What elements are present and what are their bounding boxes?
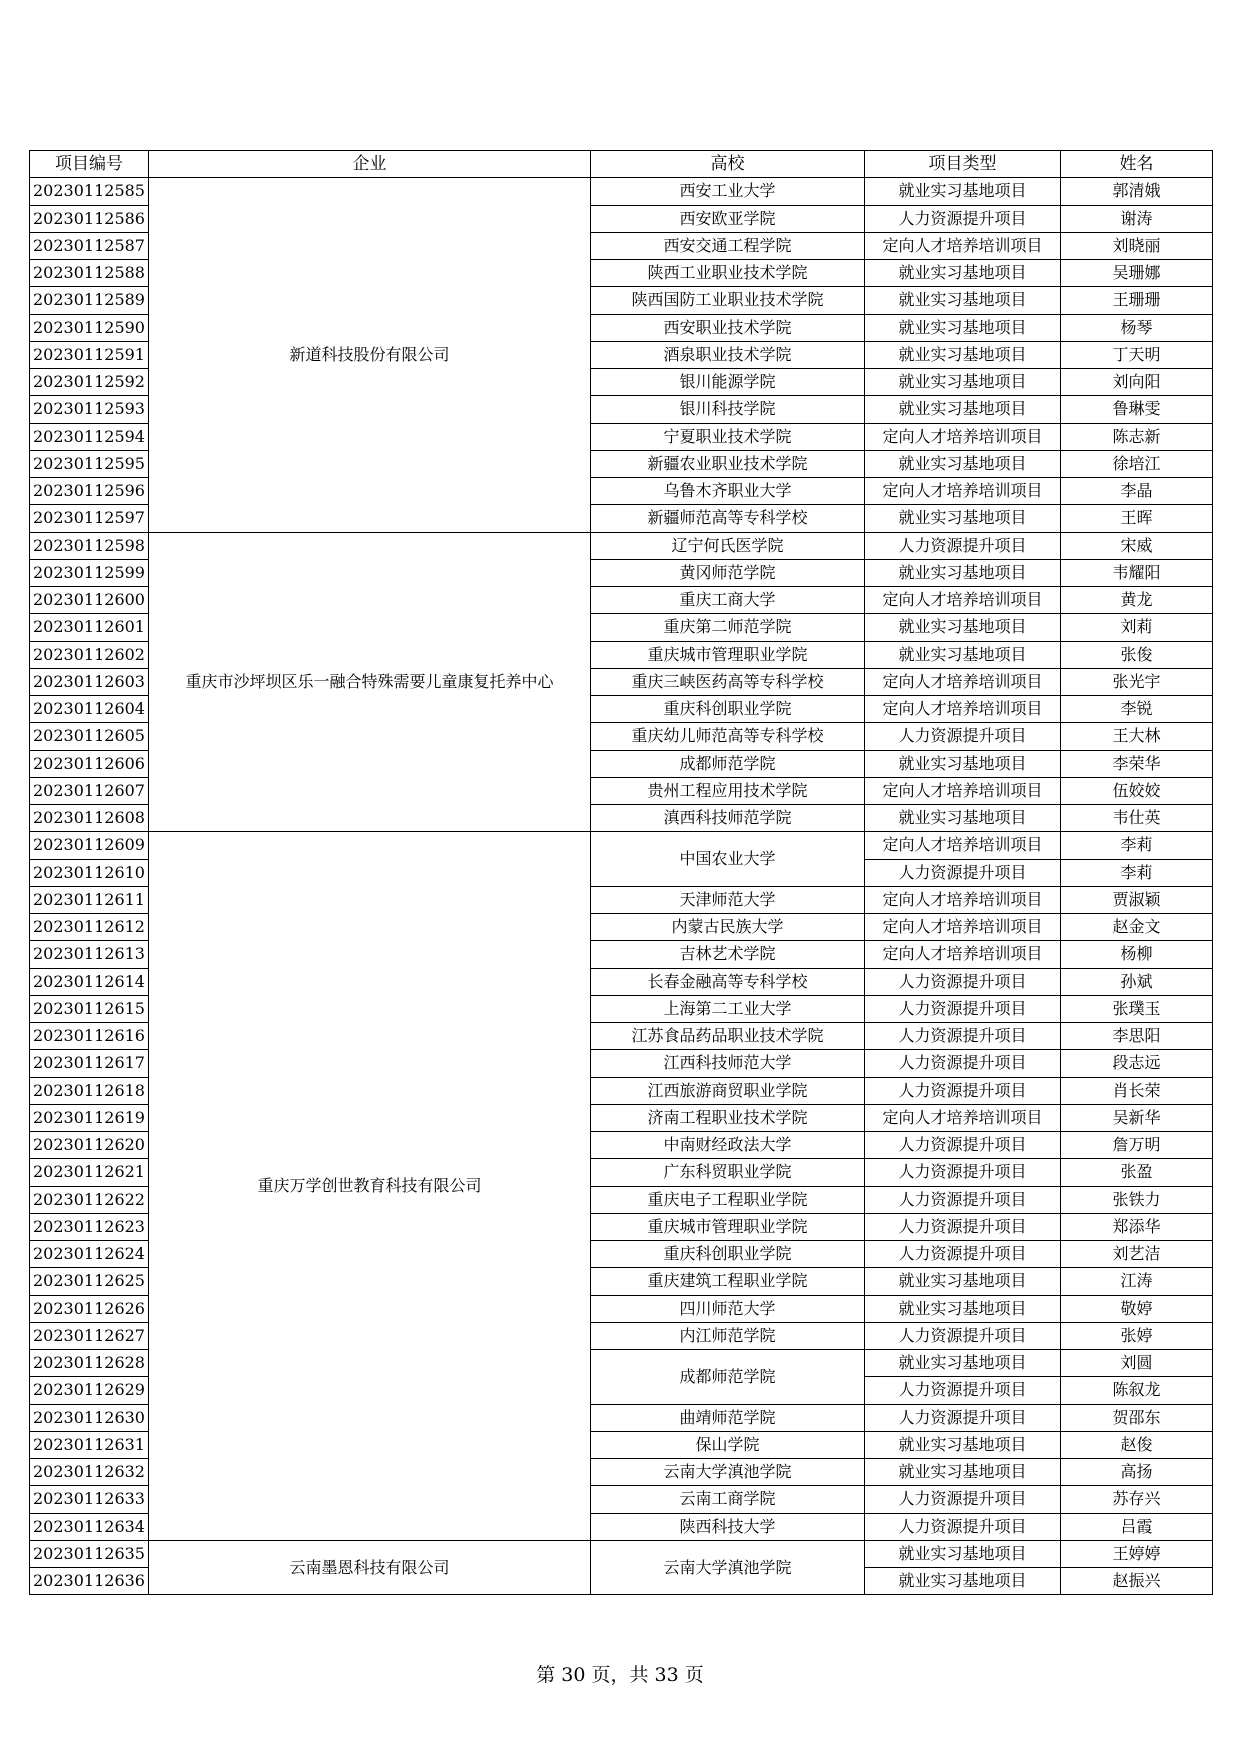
project-table bbox=[29, 150, 1213, 1595]
project-type-cell: 定向人才培养培训项目 bbox=[865, 423, 1061, 450]
project-id-cell: 20230112629 bbox=[30, 1377, 149, 1404]
project-type-cell: 定向人才培养培训项目 bbox=[865, 478, 1061, 505]
name-cell: 江涛 bbox=[1061, 1268, 1213, 1295]
name-cell: 陈叙龙 bbox=[1061, 1377, 1213, 1404]
project-id-cell: 20230112635 bbox=[30, 1540, 149, 1567]
project-type-cell: 就业实习基地项目 bbox=[865, 805, 1061, 832]
project-id-cell: 20230112620 bbox=[30, 1132, 149, 1159]
school-cell: 云南大学滇池学院 bbox=[591, 1459, 865, 1486]
project-id-cell: 20230112623 bbox=[30, 1213, 149, 1240]
school-cell: 西安职业技术学院 bbox=[591, 314, 865, 341]
project-id-cell: 20230112596 bbox=[30, 478, 149, 505]
school-cell: 上海第二工业大学 bbox=[591, 995, 865, 1022]
project-type-cell: 就业实习基地项目 bbox=[865, 1540, 1061, 1567]
name-cell: 李锐 bbox=[1061, 696, 1213, 723]
project-type-cell: 定向人才培养培训项目 bbox=[865, 941, 1061, 968]
name-cell: 孙斌 bbox=[1061, 968, 1213, 995]
project-id-cell: 20230112627 bbox=[30, 1322, 149, 1349]
name-cell: 韦耀阳 bbox=[1061, 559, 1213, 586]
name-cell: 鲁琳雯 bbox=[1061, 396, 1213, 423]
enterprise-cell: 重庆市沙坪坝区乐一融合特殊需要儿童康复托养中心 bbox=[149, 532, 591, 832]
project-type-cell: 就业实习基地项目 bbox=[865, 369, 1061, 396]
project-id-cell: 20230112594 bbox=[30, 423, 149, 450]
project-type-cell: 就业实习基地项目 bbox=[865, 1268, 1061, 1295]
project-id-cell: 20230112604 bbox=[30, 696, 149, 723]
project-id-cell: 20230112607 bbox=[30, 777, 149, 804]
project-type-cell: 就业实习基地项目 bbox=[865, 260, 1061, 287]
project-type-cell: 人力资源提升项目 bbox=[865, 1186, 1061, 1213]
name-cell: 赵俊 bbox=[1061, 1431, 1213, 1458]
project-type-cell: 就业实习基地项目 bbox=[865, 178, 1061, 205]
project-id-cell: 20230112589 bbox=[30, 287, 149, 314]
project-type-cell: 人力资源提升项目 bbox=[865, 723, 1061, 750]
project-id-cell: 20230112601 bbox=[30, 614, 149, 641]
project-id-cell: 20230112587 bbox=[30, 232, 149, 259]
name-cell: 李晶 bbox=[1061, 478, 1213, 505]
project-type-cell: 人力资源提升项目 bbox=[865, 995, 1061, 1022]
name-cell: 王婷婷 bbox=[1061, 1540, 1213, 1567]
school-cell: 中国农业大学 bbox=[591, 832, 865, 887]
school-cell: 重庆第二师范学院 bbox=[591, 614, 865, 641]
project-id-cell: 20230112636 bbox=[30, 1568, 149, 1595]
school-cell: 长春金融高等专科学校 bbox=[591, 968, 865, 995]
school-cell: 银川能源学院 bbox=[591, 369, 865, 396]
name-cell: 郑添华 bbox=[1061, 1213, 1213, 1240]
school-cell: 成都师范学院 bbox=[591, 1350, 865, 1405]
school-cell: 重庆幼儿师范高等专科学校 bbox=[591, 723, 865, 750]
project-id-cell: 20230112612 bbox=[30, 914, 149, 941]
school-cell: 中南财经政法大学 bbox=[591, 1132, 865, 1159]
school-cell: 西安交通工程学院 bbox=[591, 232, 865, 259]
name-cell: 张光宇 bbox=[1061, 668, 1213, 695]
name-cell: 刘莉 bbox=[1061, 614, 1213, 641]
project-id-cell: 20230112603 bbox=[30, 668, 149, 695]
name-cell: 丁天明 bbox=[1061, 341, 1213, 368]
header-school: 高校 bbox=[591, 151, 865, 178]
enterprise-cell: 新道科技股份有限公司 bbox=[149, 178, 591, 532]
school-cell: 滇西科技师范学院 bbox=[591, 805, 865, 832]
name-cell: 王晖 bbox=[1061, 505, 1213, 532]
school-cell: 成都师范学院 bbox=[591, 750, 865, 777]
project-id-cell: 20230112611 bbox=[30, 886, 149, 913]
project-type-cell: 人力资源提升项目 bbox=[865, 205, 1061, 232]
project-type-cell: 人力资源提升项目 bbox=[865, 1377, 1061, 1404]
name-cell: 伍姣姣 bbox=[1061, 777, 1213, 804]
school-cell: 江苏食品药品职业技术学院 bbox=[591, 1023, 865, 1050]
school-cell: 重庆电子工程职业学院 bbox=[591, 1186, 865, 1213]
project-id-cell: 20230112626 bbox=[30, 1295, 149, 1322]
header-project-id: 项目编号 bbox=[30, 151, 149, 178]
project-type-cell: 人力资源提升项目 bbox=[865, 968, 1061, 995]
name-cell: 肖长荣 bbox=[1061, 1077, 1213, 1104]
project-type-cell: 就业实习基地项目 bbox=[865, 314, 1061, 341]
school-cell: 云南工商学院 bbox=[591, 1486, 865, 1513]
school-cell: 新疆师范高等专科学校 bbox=[591, 505, 865, 532]
project-id-cell: 20230112609 bbox=[30, 832, 149, 859]
name-cell: 王珊珊 bbox=[1061, 287, 1213, 314]
page-footer: 第 30 页，共 33 页 bbox=[536, 1664, 704, 1686]
enterprise-cell: 重庆万学创世教育科技有限公司 bbox=[149, 832, 591, 1541]
name-cell: 詹万明 bbox=[1061, 1132, 1213, 1159]
school-cell: 辽宁何氏医学院 bbox=[591, 532, 865, 559]
name-cell: 苏存兴 bbox=[1061, 1486, 1213, 1513]
name-cell: 李荣华 bbox=[1061, 750, 1213, 777]
school-cell: 乌鲁木齐职业大学 bbox=[591, 478, 865, 505]
project-id-cell: 20230112615 bbox=[30, 995, 149, 1022]
school-cell: 广东科贸职业学院 bbox=[591, 1159, 865, 1186]
school-cell: 吉林艺术学院 bbox=[591, 941, 865, 968]
project-type-cell: 就业实习基地项目 bbox=[865, 614, 1061, 641]
name-cell: 宋威 bbox=[1061, 532, 1213, 559]
project-type-cell: 人力资源提升项目 bbox=[865, 859, 1061, 886]
school-cell: 江西科技师范大学 bbox=[591, 1050, 865, 1077]
project-id-cell: 20230112630 bbox=[30, 1404, 149, 1431]
name-cell: 李莉 bbox=[1061, 832, 1213, 859]
project-type-cell: 定向人才培养培训项目 bbox=[865, 777, 1061, 804]
project-type-cell: 人力资源提升项目 bbox=[865, 532, 1061, 559]
project-id-cell: 20230112597 bbox=[30, 505, 149, 532]
school-cell: 保山学院 bbox=[591, 1431, 865, 1458]
project-id-cell: 20230112606 bbox=[30, 750, 149, 777]
school-cell: 宁夏职业技术学院 bbox=[591, 423, 865, 450]
project-type-cell: 定向人才培养培训项目 bbox=[865, 914, 1061, 941]
project-id-cell: 20230112593 bbox=[30, 396, 149, 423]
school-cell: 四川师范大学 bbox=[591, 1295, 865, 1322]
name-cell: 刘艺洁 bbox=[1061, 1241, 1213, 1268]
project-type-cell: 就业实习基地项目 bbox=[865, 1295, 1061, 1322]
project-id-cell: 20230112622 bbox=[30, 1186, 149, 1213]
school-cell: 西安工业大学 bbox=[591, 178, 865, 205]
name-cell: 李思阳 bbox=[1061, 1023, 1213, 1050]
table-row bbox=[30, 532, 1213, 559]
project-id-cell: 20230112592 bbox=[30, 369, 149, 396]
school-cell: 重庆工商大学 bbox=[591, 587, 865, 614]
school-cell: 酒泉职业技术学院 bbox=[591, 341, 865, 368]
table-body bbox=[30, 178, 1213, 1595]
project-id-cell: 20230112621 bbox=[30, 1159, 149, 1186]
project-id-cell: 20230112608 bbox=[30, 805, 149, 832]
project-type-cell: 人力资源提升项目 bbox=[865, 1322, 1061, 1349]
name-cell: 贾淑颖 bbox=[1061, 886, 1213, 913]
project-type-cell: 定向人才培养培训项目 bbox=[865, 1104, 1061, 1131]
project-id-cell: 20230112605 bbox=[30, 723, 149, 750]
project-type-cell: 就业实习基地项目 bbox=[865, 559, 1061, 586]
project-id-cell: 20230112585 bbox=[30, 178, 149, 205]
name-cell: 杨柳 bbox=[1061, 941, 1213, 968]
school-cell: 曲靖师范学院 bbox=[591, 1404, 865, 1431]
project-id-cell: 20230112616 bbox=[30, 1023, 149, 1050]
project-id-cell: 20230112632 bbox=[30, 1459, 149, 1486]
project-type-cell: 就业实习基地项目 bbox=[865, 1431, 1061, 1458]
name-cell: 吕霞 bbox=[1061, 1513, 1213, 1540]
school-cell: 陕西国防工业职业技术学院 bbox=[591, 287, 865, 314]
name-cell: 段志远 bbox=[1061, 1050, 1213, 1077]
project-type-cell: 人力资源提升项目 bbox=[865, 1513, 1061, 1540]
project-type-cell: 就业实习基地项目 bbox=[865, 396, 1061, 423]
header-enterprise: 企业 bbox=[149, 151, 591, 178]
project-id-cell: 20230112624 bbox=[30, 1241, 149, 1268]
school-cell: 重庆城市管理职业学院 bbox=[591, 1213, 865, 1240]
name-cell: 刘晓丽 bbox=[1061, 232, 1213, 259]
name-cell: 王大林 bbox=[1061, 723, 1213, 750]
school-cell: 重庆科创职业学院 bbox=[591, 696, 865, 723]
name-cell: 赵振兴 bbox=[1061, 1568, 1213, 1595]
name-cell: 刘圆 bbox=[1061, 1350, 1213, 1377]
name-cell: 吴珊娜 bbox=[1061, 260, 1213, 287]
project-id-cell: 20230112628 bbox=[30, 1350, 149, 1377]
project-type-cell: 定向人才培养培训项目 bbox=[865, 696, 1061, 723]
project-id-cell: 20230112591 bbox=[30, 341, 149, 368]
project-type-cell: 就业实习基地项目 bbox=[865, 1350, 1061, 1377]
project-id-cell: 20230112588 bbox=[30, 260, 149, 287]
project-type-cell: 就业实习基地项目 bbox=[865, 1459, 1061, 1486]
project-type-cell: 人力资源提升项目 bbox=[865, 1241, 1061, 1268]
name-cell: 吴新华 bbox=[1061, 1104, 1213, 1131]
project-id-cell: 20230112598 bbox=[30, 532, 149, 559]
school-cell: 济南工程职业技术学院 bbox=[591, 1104, 865, 1131]
project-id-cell: 20230112613 bbox=[30, 941, 149, 968]
table-row bbox=[30, 178, 1213, 205]
project-type-cell: 人力资源提升项目 bbox=[865, 1404, 1061, 1431]
school-cell: 重庆三峡医药高等专科学校 bbox=[591, 668, 865, 695]
school-cell: 贵州工程应用技术学院 bbox=[591, 777, 865, 804]
project-type-cell: 定向人才培养培训项目 bbox=[865, 886, 1061, 913]
school-cell: 黄冈师范学院 bbox=[591, 559, 865, 586]
project-id-cell: 20230112634 bbox=[30, 1513, 149, 1540]
project-type-cell: 定向人才培养培训项目 bbox=[865, 587, 1061, 614]
name-cell: 张铁力 bbox=[1061, 1186, 1213, 1213]
project-id-cell: 20230112619 bbox=[30, 1104, 149, 1131]
school-cell: 陕西工业职业技术学院 bbox=[591, 260, 865, 287]
name-cell: 黄龙 bbox=[1061, 587, 1213, 614]
name-cell: 张璞玉 bbox=[1061, 995, 1213, 1022]
name-cell: 张俊 bbox=[1061, 641, 1213, 668]
school-cell: 新疆农业职业技术学院 bbox=[591, 450, 865, 477]
project-type-cell: 人力资源提升项目 bbox=[865, 1159, 1061, 1186]
header-row bbox=[30, 151, 1213, 178]
project-id-cell: 20230112586 bbox=[30, 205, 149, 232]
table-row bbox=[30, 1540, 1213, 1567]
project-id-cell: 20230112614 bbox=[30, 968, 149, 995]
project-type-cell: 定向人才培养培训项目 bbox=[865, 832, 1061, 859]
name-cell: 徐培江 bbox=[1061, 450, 1213, 477]
project-type-cell: 就业实习基地项目 bbox=[865, 505, 1061, 532]
name-cell: 张盈 bbox=[1061, 1159, 1213, 1186]
school-cell: 内蒙古民族大学 bbox=[591, 914, 865, 941]
project-type-cell: 人力资源提升项目 bbox=[865, 1486, 1061, 1513]
project-id-cell: 20230112618 bbox=[30, 1077, 149, 1104]
name-cell: 贺邵东 bbox=[1061, 1404, 1213, 1431]
project-id-cell: 20230112595 bbox=[30, 450, 149, 477]
school-cell: 天津师范大学 bbox=[591, 886, 865, 913]
project-type-cell: 就业实习基地项目 bbox=[865, 287, 1061, 314]
name-cell: 高扬 bbox=[1061, 1459, 1213, 1486]
project-id-cell: 20230112600 bbox=[30, 587, 149, 614]
project-type-cell: 人力资源提升项目 bbox=[865, 1023, 1061, 1050]
project-type-cell: 就业实习基地项目 bbox=[865, 450, 1061, 477]
school-cell: 重庆建筑工程职业学院 bbox=[591, 1268, 865, 1295]
name-cell: 赵金文 bbox=[1061, 914, 1213, 941]
project-id-cell: 20230112602 bbox=[30, 641, 149, 668]
project-id-cell: 20230112631 bbox=[30, 1431, 149, 1458]
project-id-cell: 20230112599 bbox=[30, 559, 149, 586]
project-type-cell: 定向人才培养培训项目 bbox=[865, 668, 1061, 695]
name-cell: 刘向阳 bbox=[1061, 369, 1213, 396]
project-id-cell: 20230112610 bbox=[30, 859, 149, 886]
table-header bbox=[30, 151, 1213, 178]
project-type-cell: 就业实习基地项目 bbox=[865, 641, 1061, 668]
project-type-cell: 人力资源提升项目 bbox=[865, 1132, 1061, 1159]
project-type-cell: 就业实习基地项目 bbox=[865, 750, 1061, 777]
school-cell: 重庆城市管理职业学院 bbox=[591, 641, 865, 668]
name-cell: 敬婷 bbox=[1061, 1295, 1213, 1322]
name-cell: 杨琴 bbox=[1061, 314, 1213, 341]
name-cell: 李莉 bbox=[1061, 859, 1213, 886]
project-type-cell: 就业实习基地项目 bbox=[865, 1568, 1061, 1595]
header-name: 姓名 bbox=[1061, 151, 1213, 178]
name-cell: 韦仕英 bbox=[1061, 805, 1213, 832]
enterprise-cell: 云南墨恩科技有限公司 bbox=[149, 1540, 591, 1595]
project-type-cell: 人力资源提升项目 bbox=[865, 1077, 1061, 1104]
school-cell: 内江师范学院 bbox=[591, 1322, 865, 1349]
project-id-cell: 20230112617 bbox=[30, 1050, 149, 1077]
school-cell: 重庆科创职业学院 bbox=[591, 1241, 865, 1268]
project-type-cell: 人力资源提升项目 bbox=[865, 1213, 1061, 1240]
table-row bbox=[30, 832, 1213, 859]
name-cell: 陈志新 bbox=[1061, 423, 1213, 450]
project-id-cell: 20230112625 bbox=[30, 1268, 149, 1295]
project-type-cell: 人力资源提升项目 bbox=[865, 1050, 1061, 1077]
school-cell: 西安欧亚学院 bbox=[591, 205, 865, 232]
header-project-type: 项目类型 bbox=[865, 151, 1061, 178]
project-type-cell: 定向人才培养培训项目 bbox=[865, 232, 1061, 259]
name-cell: 郭清娥 bbox=[1061, 178, 1213, 205]
school-cell: 银川科技学院 bbox=[591, 396, 865, 423]
school-cell: 江西旅游商贸职业学院 bbox=[591, 1077, 865, 1104]
school-cell: 云南大学滇池学院 bbox=[591, 1540, 865, 1595]
school-cell: 陕西科技大学 bbox=[591, 1513, 865, 1540]
project-id-cell: 20230112633 bbox=[30, 1486, 149, 1513]
project-id-cell: 20230112590 bbox=[30, 314, 149, 341]
name-cell: 谢涛 bbox=[1061, 205, 1213, 232]
name-cell: 张婷 bbox=[1061, 1322, 1213, 1349]
project-type-cell: 就业实习基地项目 bbox=[865, 341, 1061, 368]
